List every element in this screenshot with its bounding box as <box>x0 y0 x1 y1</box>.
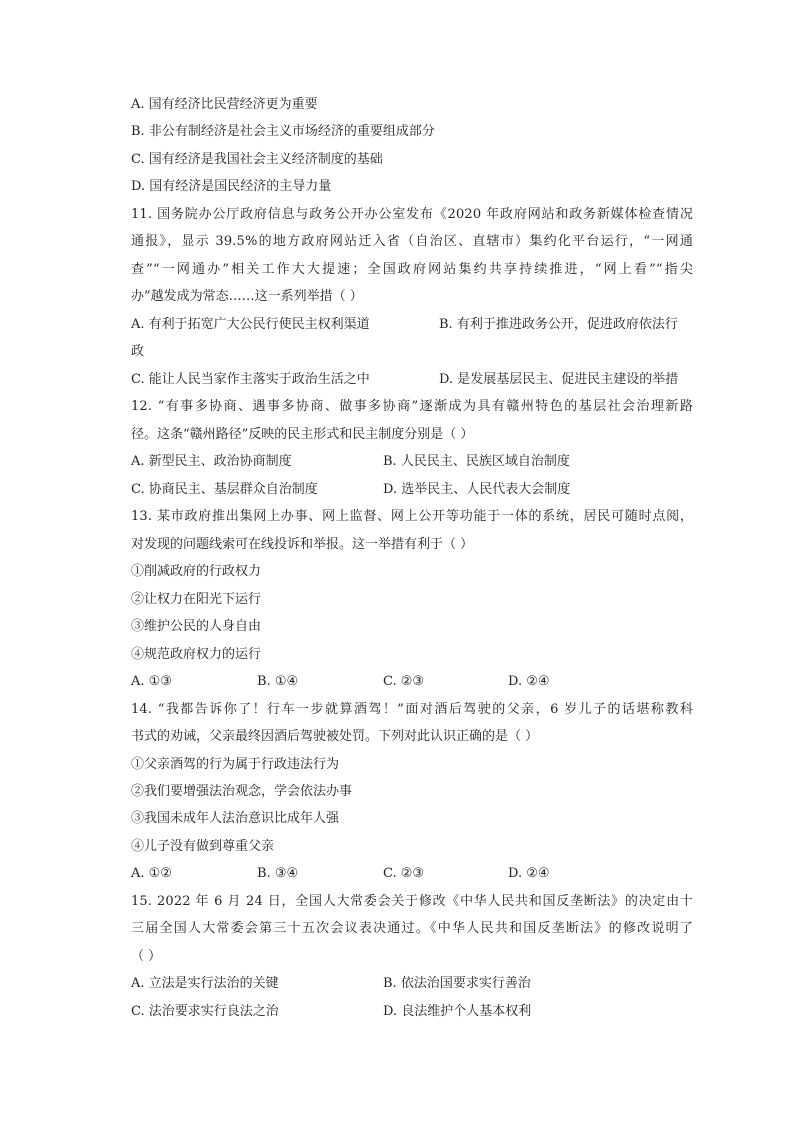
question-stem-line: 14. “我都告诉你了！行车一步就算酒驾！”面对酒后驾驶的父亲，6 岁儿子的话堪称教科 <box>131 702 693 717</box>
option-a: A. 有利于拓宽广大公民行使民主权利渠道 <box>131 317 370 332</box>
option-b: B. 非公有制经济是社会主义市场经济的重要组成部分 <box>131 124 435 139</box>
option-c: C. 协商民主、基层群众自治制度 <box>131 482 318 497</box>
option-a: A. ①② <box>131 866 172 881</box>
option-c: C. ②③ <box>383 674 425 689</box>
option-c: C. 国有经济是我国社会主义经济制度的基础 <box>131 152 383 167</box>
question-stem-line: 12. “有事多协商、遇事多协商、做事多协商”逐渐成为具有赣州特色的基层社会治理新路 <box>131 399 693 414</box>
statement-item: ①削减政府的行政权力 <box>131 564 262 579</box>
statement-item: ④规范政府权力的运行 <box>131 647 262 662</box>
option-d: D. 是发展基层民主、促进民主建设的举措 <box>439 372 679 387</box>
option-d: D. 良法维护个人基本权利 <box>383 1004 532 1019</box>
option-b: B. 人民民主、民族区域自治制度 <box>383 454 570 469</box>
option-a: A. 新型民主、政治协商制度 <box>131 454 292 469</box>
option-c: C. ②③ <box>383 866 425 881</box>
statement-item: ①父亲酒驾的行为属于行政违法行为 <box>131 757 340 772</box>
option-d: D. ②④ <box>508 866 550 881</box>
option-b: B. ①④ <box>257 674 299 689</box>
statement-item: ④儿子没有做到尊重父亲 <box>131 839 275 854</box>
question-stem-line: 三届全国人大常委会第三十五次会议表决通过。《中华人民共和国反垄断法》的修改说明了 <box>131 921 693 936</box>
option-b: B. 有利于推进政务公开，促进政府依法行 <box>439 317 678 332</box>
option-b: B. 依法治国要求实行善治 <box>383 976 531 991</box>
statement-item: ③维护公民的人身自由 <box>131 619 262 634</box>
option-d: D. ②④ <box>508 674 550 689</box>
question-stem-line: 查”“一网通办”相关工作大大提速；全国政府网站集约共享持续推进，“网上看”“指尖 <box>131 262 693 277</box>
option-a: A. 立法是实行法治的关键 <box>131 976 279 991</box>
question-stem-line: 15. 2022 年 6 月 24 日，全国人大常委会关于修改《中华人民共和国反垄断法》的决定由十 <box>131 894 693 909</box>
question-stem-line: 径。这条“赣州路径”反映的民主形式和民主制度分别是（ ） <box>131 427 474 442</box>
question-stem-line: 通报》，显示 39.5%的地方政府网站迁入省（自治区、直辖市）集约化平台运行，“一网通 <box>131 234 693 249</box>
question-stem-line: 11. 国务院办公厅政府信息与政务公开办公室发布《2020 年政府网站和政务新媒体检查情况 <box>131 207 693 222</box>
answer-blank: （ ） <box>131 949 162 964</box>
option-c: C. 法治要求实行良法之治 <box>131 1004 279 1019</box>
option-b-continued: 政 <box>131 344 145 359</box>
question-stem-line: 书式的劝诫，父亲最终因酒后驾驶被处罚。下列对此认识正确的是（ ） <box>131 729 539 744</box>
statement-item: ②我们要增强法治观念，学会依法办事 <box>131 784 353 799</box>
option-d: D. 国有经济是国民经济的主导力量 <box>131 179 332 194</box>
option-a: A. 国有经济比民营经济更为重要 <box>131 97 318 112</box>
option-c: C. 能让人民当家作主落实于政治生活之中 <box>131 372 370 387</box>
option-d: D. 选举民主、人民代表大会制度 <box>383 482 571 497</box>
question-stem-line: 对发现的问题线索可在线投诉和举报。这一举措有利于（ ） <box>131 537 474 552</box>
question-stem-line: 办”越发成为常态……这一系列举措（ ） <box>131 289 363 304</box>
option-a: A. ①③ <box>131 674 172 689</box>
statement-item: ③我国未成年人法治意识比成年人强 <box>131 811 340 826</box>
question-stem-line: 13. 某市政府推出集网上办事、网上监督、网上公开等功能于一体的系统，居民可随时点阅， <box>131 509 693 524</box>
statement-item: ②让权力在阳光下运行 <box>131 592 262 607</box>
option-b: B. ③④ <box>257 866 299 881</box>
